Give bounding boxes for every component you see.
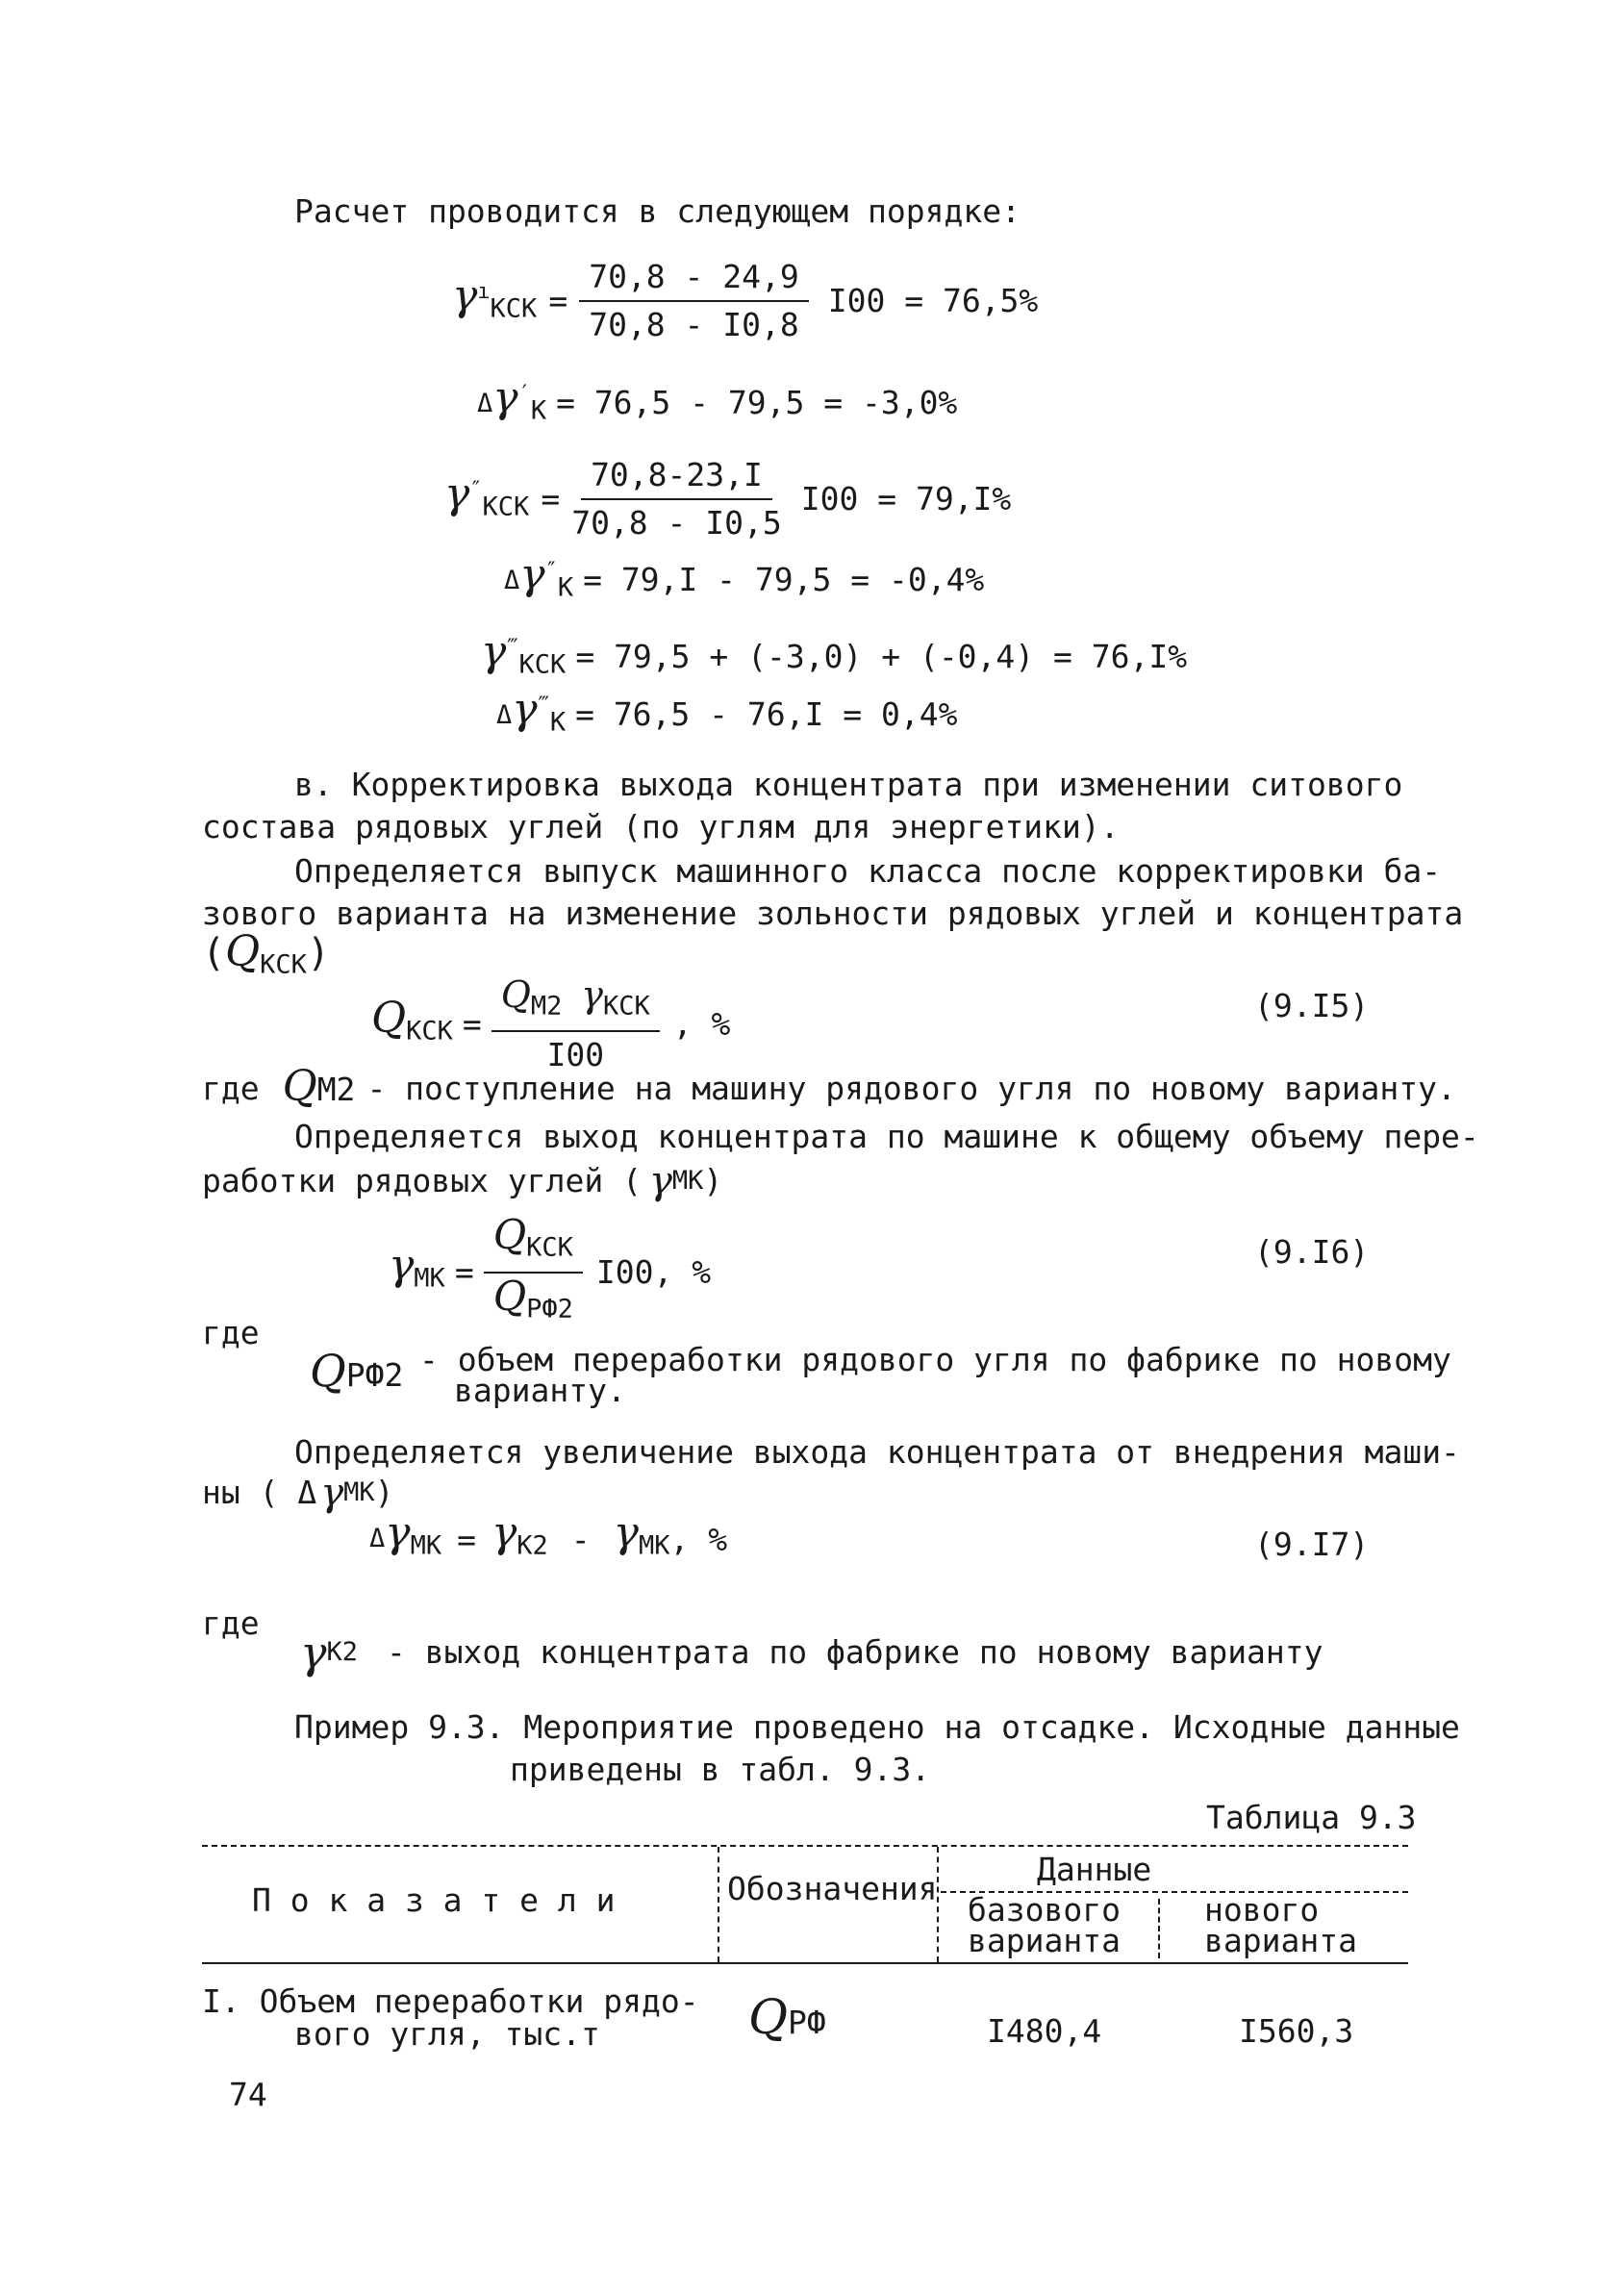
intro-text: Расчет проводится в следующем порядке: <box>294 192 1021 230</box>
calc-line-2: $\Delta\gamma'_К$ = 76,5 - 79,5 = -3,0% <box>477 373 957 433</box>
formula-9-15: $Q_{КСК}$ = $\frac{Q_{М2} \gamma_{КСК}}{I00}$ , % <box>371 973 730 1076</box>
delta-gamma-symbol: $\Delta\gamma_{МК}$ <box>369 1508 442 1561</box>
delta-gamma-symbol: $\Delta\gamma''_К$ <box>504 550 574 603</box>
q-symbol: QМ2 <box>282 1062 356 1111</box>
fraction: $\frac{70,8 - 24,9}{70,8 - I0,8}$ <box>579 256 809 346</box>
calc-line-5: $\gamma^‴_{КСК}$ = 79,5 + (-3,0) + (-0,4) = 76,I% <box>481 627 1187 687</box>
example-line-2: приведены в табл. 9.3. <box>510 1751 931 1788</box>
fraction: $\frac{70,8-23,I}{70,8 - I0,5}$ <box>571 456 782 542</box>
table-caption: Таблица 9.3 <box>1206 1799 1417 1836</box>
delta-gamma-symbol: $\Delta\gamma'_К$ <box>477 373 547 426</box>
para-3-line-2: ны ( Δ γ МК ) <box>202 1471 394 1515</box>
gamma-symbol: $\gamma^‴_{КСК}$ <box>481 627 567 680</box>
table-header-new: нового варианта <box>1204 1891 1357 1959</box>
gamma-symbol: $\gamma_{МК}$ <box>389 1240 445 1294</box>
gamma-symbol: $\gamma''_{КСК}$ <box>444 469 530 522</box>
para-2-line-1: Определяется выход концентрата по машине к общему объему пере- <box>294 1118 1479 1155</box>
calc-line-6: $\Delta\gamma^‴_К$ = 76,5 - 76,I = 0,4% <box>496 685 957 744</box>
formula-9-17: $\Delta\gamma_{МК}$ = $\gamma_{К2}$ - $\gamma_{МК}$ , % <box>369 1512 727 1568</box>
gamma-symbol: $\gamma^ı_{КСК}$ <box>452 271 538 324</box>
page-number: 74 <box>229 2076 267 2113</box>
calc-line-3: $\gamma''_{КСК}$ = $\frac{70,8-23,I}{70,8 - I0,5}$ I00 = 79,I% <box>444 454 1011 544</box>
example-line-1: Пример 9.3. Мероприятие проведено на отсадке. Исходные данные <box>294 1708 1460 1746</box>
table-col-divider <box>1158 1899 1160 1958</box>
row-base-value: I480,4 <box>987 2012 1102 2050</box>
para-v-line-2: состава рядовых углей (по углям для энергетики). <box>202 808 1120 845</box>
row-new-value: I560,3 <box>1239 2012 1354 2050</box>
para-1-line-1: Определяется выпуск машинного класса после корректировки ба- <box>294 852 1442 890</box>
fraction: $\frac{Q_{КСК}}{Q_{РФ2}}$ <box>484 1214 583 1330</box>
where-label: где <box>202 1314 260 1351</box>
delta-gamma-symbol: $\Delta\gamma^‴_К$ <box>496 685 567 738</box>
table-header-designation: Обозначения <box>727 1870 938 1907</box>
calc-line-4: $\Delta\gamma''_К$ = 79,I - 79,5 = -0,4% <box>504 550 984 610</box>
formula-9-16: $\gamma_{МК}$ = $\frac{Q_{КСК}}{Q_{РФ2}}$ I00, % <box>389 1214 711 1330</box>
table-header-base: базового варианта <box>968 1891 1121 1959</box>
table-header-rule <box>202 1962 1408 1964</box>
q-symbol: $Q_{КСК}$ <box>371 993 453 1047</box>
para-3-line-1: Определяется увеличение выхода концентрата от внедрения маши- <box>294 1433 1460 1471</box>
q-symbol: QРФ <box>748 1989 826 2045</box>
where-label: где <box>202 1604 260 1642</box>
table-header-indicators: П о к а з а т е л и <box>252 1881 616 1919</box>
q-symbol: QРФ2 <box>310 1345 404 1397</box>
para-v-line-1: в. Корректировка выхода концентрата при изменении ситового <box>294 766 1403 803</box>
table-header-data: Данные <box>1037 1851 1152 1888</box>
formula-number: (9.I6) <box>1254 1233 1370 1271</box>
where-2-text: - объем переработки рядового угля по фабрике по новому варианту. <box>419 1341 1451 1409</box>
formula-number: (9.I7) <box>1254 1526 1370 1563</box>
para-2-line-2: работки рядовых углей ( γ МК ) <box>202 1159 723 1203</box>
where-line-1: где QМ2 - поступление на машину рядового угля по новому варианту. <box>202 1062 1456 1111</box>
para-1-tail: $(Q_{КСК})$ <box>202 927 331 980</box>
fraction: $\frac{Q_{М2} \gamma_{КСК}}{I00}$ <box>491 973 660 1076</box>
formula-number: (9.I5) <box>1254 987 1370 1024</box>
where-3-line: γ К2 - выход концентрата по фабрике по новому варианту <box>300 1627 1323 1678</box>
row-name: I. Объем переработки рядо- вого угля, тыс.т <box>202 1982 699 2053</box>
table-top-rule <box>202 1845 1408 1847</box>
table-col-divider <box>718 1847 719 1962</box>
para-1-line-2: зового варианта на изменение зольности рядовых углей и концентрата <box>202 895 1464 932</box>
calc-line-1: $\gamma^ı_{КСК}$ = $\frac{70,8 - 24,9}{70,8 - I0,8}$ I00 = 76,5% <box>452 256 1038 346</box>
